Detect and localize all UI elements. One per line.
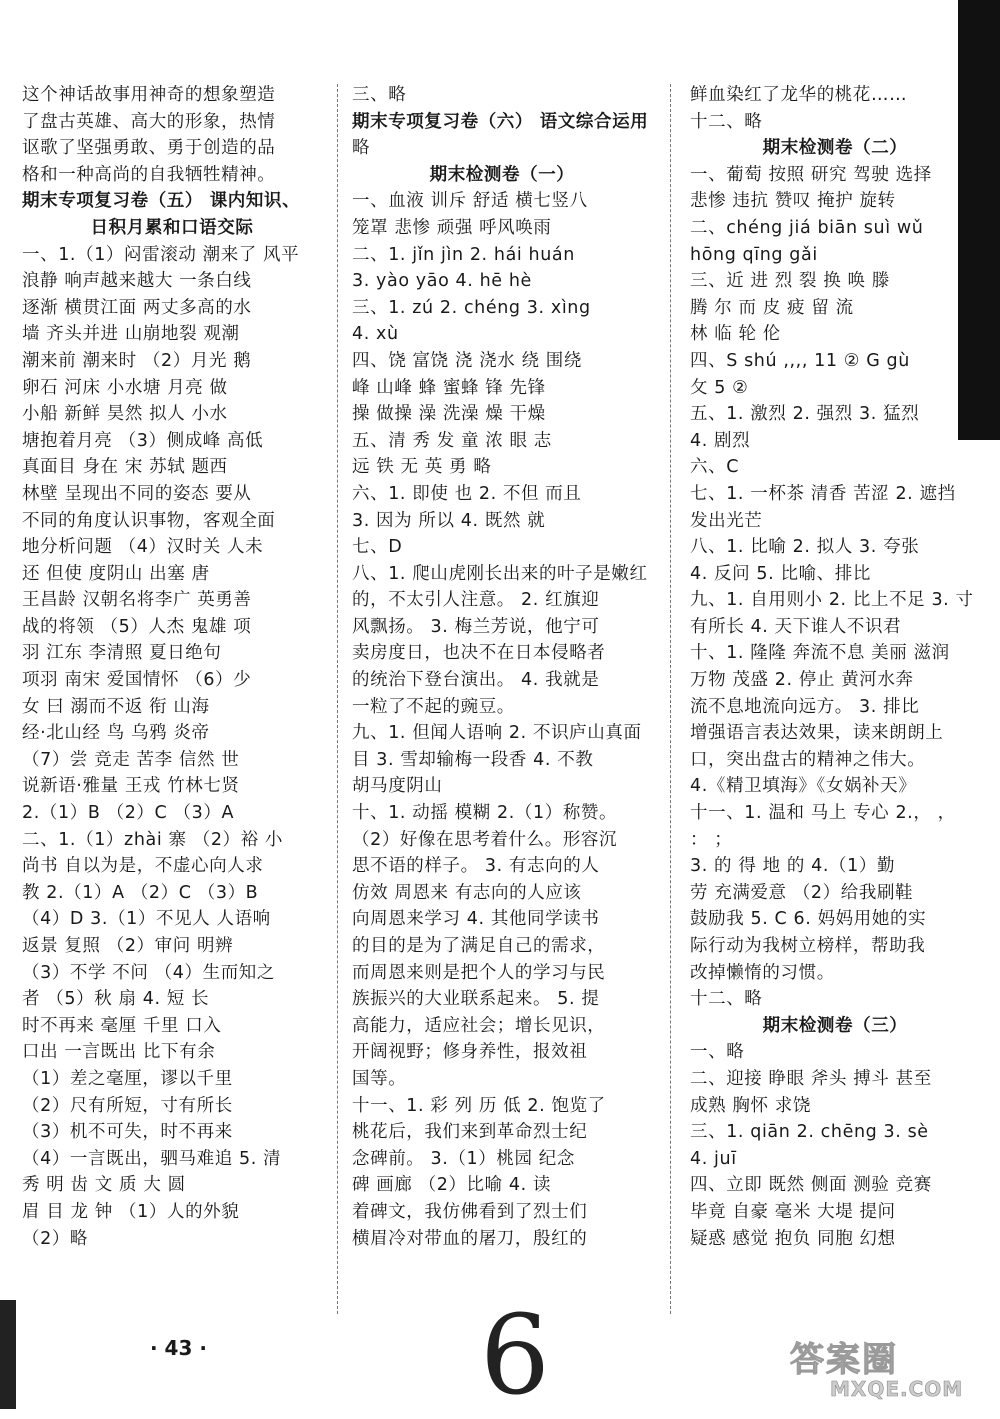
answer-line: 林 临 轮 伦 [690,324,781,345]
answer-line: 一、血液 训斥 舒适 横七竖八 [352,191,588,212]
answer-line: （2）尺有所短，寸有所长 [22,1095,233,1116]
answer-line: 鲜血染红了龙华的桃花…… [690,85,908,105]
answer-line: 一、葡萄 按照 研究 驾驶 选择 [690,164,932,185]
answer-line: 2.（1）B （2）C （3）A [22,803,235,824]
answer-line: 三、1. zú 2. chéng 3. xìng [352,297,591,318]
answer-line: （3）机不可失，时不再来 [22,1122,233,1143]
column-right [690,82,980,1252]
answer-line: 3. 的 得 地 的 4.（1）勤 [690,856,896,877]
answer-line: 地分析问题 （4）汉时关 人未 [22,537,264,558]
answer-line: 改掉懒惰的习惯。 [690,962,835,983]
answer-line: 十、1. 隆隆 奔流不息 美丽 滋润 [690,643,950,664]
answer-line: 三、略 [352,85,407,105]
answer-line: 六、C [690,457,740,478]
answer-line: 口出 一言既出 比下有余 [22,1042,216,1063]
answer-line: （2）好像在思考着什么。形容沉 [352,829,618,850]
answer-line: 增强语言表达效果，读来朗朗上 [690,723,944,744]
answer-line: 际行动为我树立榜样，帮助我 [690,936,926,956]
answer-line: 劳 充满爱意 （2）给我刷鞋 [690,882,914,903]
answer-line: 4. xù [352,324,399,345]
answer-line: 小船 新鲜 昊然 拟人 小水 [22,404,228,425]
answer-line: 4. juī [690,1148,737,1169]
answer-line: 六、1. 即使 也 2. 不但 而且 [352,483,582,504]
answer-line: 流不息地流向远方。 3. 排比 [690,696,920,717]
answer-line: 了盘古英雄、高大的形象，热情 [22,111,276,132]
answer-line: 思不语的样子。 3. 有志向的人 [352,856,600,877]
answer-line: 风飘扬。 3. 梅兰芳说，他宁可 [352,616,600,637]
answer-line: 王昌龄 汉朝名将李广 英勇善 [22,590,252,611]
answer-line: 的统治下登台演出。 4. 我就是 [352,670,600,691]
answer-line: 操 做操 澡 洗澡 燥 干燥 [352,404,546,425]
answer-line: 发出光芒 [690,510,763,531]
answer-line: 十一、1. 温和 马上 专心 2.， ， [690,803,956,824]
answer-line: （4）一言既出，驷马难追 5. 清 [22,1148,282,1169]
answer-line: 三、近 进 烈 裂 换 唤 滕 [690,271,890,292]
answer-line: 一、1.（1）闷雷滚动 潮来了 风平 [22,244,300,265]
answer-line: （3）不学 不问 （4）生而知之 [22,962,275,983]
answer-line: 林壁 呈现出不同的姿态 要从 [22,483,252,504]
answer-line: 塘抱着月亮 （3）侧成峰 高低 [22,430,264,451]
answer-line: 十一、1. 彩 列 历 低 2. 饱览了 [352,1095,606,1116]
answer-line: 说新语·雅量 王戎 竹林七贤 [22,776,240,797]
answer-line: 攵 5 ② [690,377,749,398]
answer-line: 胡马度阴山 [352,776,443,797]
answer-line: 潮来前 潮来时 （2）月光 鹅 [22,350,252,371]
answer-line: （4）D 3.（1）不见人 人语响 [22,909,271,930]
scan-shadow-left [0,1300,16,1409]
section-heading: 日积月累和口语交际 [90,217,254,238]
answer-line: 讴歌了坚强勇敢、勇于创造的品 [22,138,276,159]
page-number: · 43 · [150,1336,207,1360]
answer-line: 秀 明 齿 文 质 大 圆 [22,1175,186,1196]
answer-line: 四、立即 既然 侧面 测验 竞赛 [690,1175,932,1196]
answer-line: 二、迎接 睁眼 斧头 搏斗 甚至 [690,1068,932,1089]
answer-line: 一粒了不起的豌豆。 [352,696,515,717]
answer-line: 不同的角度认识事物，客观全面 [22,510,276,531]
answer-line: 九、1. 自用则小 2. 比上不足 3. 寸 [690,590,974,611]
answer-line: 一、略 [690,1042,745,1063]
answer-line: 八、1. 爬山虎刚长出来的叶子是嫩红 [352,563,648,584]
answer-line: 万物 茂盛 2. 停止 黄河水奔 [690,670,914,691]
answer-line: 族振兴的大业联系起来。 5. 提 [352,989,600,1010]
answer-line: 3. yào yāo 4. hē hè [352,271,532,292]
column-middle [352,82,652,1252]
answer-line: 教 2.（1）A （2）C （3）B [22,882,259,903]
column-divider [670,84,671,1314]
answer-line: 五、清 秀 发 童 浓 眼 志 [352,430,552,451]
answer-line: 七、D [352,537,403,558]
answer-line: 羽 江东 李清照 夏日绝句 [22,643,222,664]
answer-line: 二、chéng jiá biān suì wǔ [690,217,924,238]
answer-line: 3. 因为 所以 4. 既然 就 [352,510,546,531]
answer-line: （2）略 [22,1228,89,1249]
answer-line: 者 （5）秋 扇 4. 短 长 [22,989,210,1010]
answer-line: 4.《精卫填海》《女娲补天》 [690,776,917,797]
answer-line: 而周恩来则是把个人的学习与民 [352,962,606,983]
answer-line: 横眉冷对带血的屠刀，殷红的 [352,1228,588,1249]
answer-line: 战的将领 （5）人杰 鬼雄 项 [22,616,252,637]
answer-line: 十、1. 动摇 模糊 2.（1）称赞。 [352,803,618,824]
answer-line: 女 曰 溺而不返 衔 山海 [22,696,210,717]
answer-line: 三、1. qiān 2. chēng 3. sè [690,1122,929,1143]
answer-line: （1）差之毫厘，谬以千里 [22,1068,233,1089]
answer-line: 高能力，适应社会；增长见识， [352,1015,606,1036]
answer-line: 二、1.（1）zhài 寨 （2）裕 小 [22,829,284,850]
answer-line: 国等。 [352,1068,407,1089]
answer-line: 念碑前。 3.（1）桃园 纪念 [352,1148,575,1169]
answer-line: 返景 复照 （2）审问 明辨 [22,936,234,956]
answer-line: 碑 画廊 （2）比喻 4. 读 [352,1175,552,1196]
answer-line: 四、S shú ,,,, 11 ② G gù [690,350,910,371]
answer-line: （7）尝 竞走 苦李 信然 世 [22,749,240,770]
answer-line: 成熟 胸怀 求饶 [690,1095,811,1116]
section-heading: 期末专项复习卷（五） 课内知识、 [22,191,301,212]
answer-line: 开阔视野；修身养性，报效祖 [352,1042,588,1063]
answer-line: 的，不太引人注意。 2. 红旗迎 [352,590,600,611]
answer-line: 九、1. 但闻人语响 2. 不识庐山真面 [352,723,642,744]
answer-line: 项羽 南宋 爱国情怀 （6）少 [22,670,252,691]
answer-line: 悲惨 违抗 赞叹 掩护 旋转 [690,191,896,212]
answer-line: 十二、略 [690,989,763,1010]
answer-line: 五、1. 激烈 2. 强烈 3. 猛烈 [690,404,920,425]
answer-line: 经·北山经 鸟 乌鸦 炎帝 [22,723,210,744]
answer-line: 时不再来 毫厘 千里 口入 [22,1015,222,1036]
section-heading: 期末检测卷（二） [762,138,908,159]
answer-line: 尚书 自以为是，不虚心向人求 [22,856,264,877]
section-heading: 期末检测卷（三） [762,1015,908,1036]
column-divider [337,84,338,1314]
answer-line: 十二、略 [690,111,763,132]
answer-line: 有所长 4. 天下谁人不识君 [690,616,902,637]
answer-line: hōng qīng gǎi [690,244,818,265]
answer-line: 还 但使 度阴山 出塞 唐 [22,563,210,584]
answer-line: 向周恩来学习 4. 其他同学读书 [352,909,600,930]
answer-line: 眉 目 龙 钟 （1）人的外貌 [22,1201,240,1222]
answer-line: ： ； [690,829,733,850]
answer-line: 格和一种高尚的自我牺牲精神。 [22,164,276,185]
answer-line: 4. 反问 5. 比喻、排比 [690,563,871,584]
answer-line: 真面目 身在 宋 苏轼 题西 [22,457,228,478]
answer-line: 鼓励我 5. C 6. 妈妈用她的实 [690,909,927,930]
answer-line: 仿效 周恩来 有志向的人应该 [352,882,582,903]
answer-line: 4. 剧烈 [690,430,751,451]
watermark-text: 答案圈 [790,1340,898,1380]
section-heading: 期末专项复习卷（六） 语文综合运用 [352,111,649,132]
answer-line: 笼罩 悲惨 顽强 呼风唤雨 [352,217,552,238]
answer-line: 疑惑 感觉 抱负 同胞 幻想 [690,1228,896,1249]
answer-line: 着碑文，我仿佛看到了烈士们 [352,1201,588,1222]
watermark-logo [790,1332,990,1406]
answer-line: 这个神话故事用神奇的想象塑造 [22,85,276,105]
watermark-url: MXQE.COM [830,1377,964,1401]
answer-line: 略 [352,138,371,159]
answer-line: 卖房度日，也决不在日本侵略者 [352,643,606,664]
answer-line: 腾 尔 而 皮 疲 留 流 [690,297,854,318]
answer-line: 墙 齐头并进 山崩地裂 观潮 [22,324,240,345]
answer-line: 四、饶 富饶 浇 浇水 绕 围绕 [352,350,582,371]
section-heading: 期末检测卷（一） [429,164,575,185]
answer-line: 七、1. 一杯茶 清香 苦涩 2. 遮挡 [690,483,956,504]
answer-line: 远 铁 无 英 勇 略 [352,457,492,478]
answer-line: 毕竟 自豪 毫米 大堤 提问 [690,1201,896,1222]
answer-line: 峰 山峰 蜂 蜜蜂 锋 先锋 [352,377,546,398]
answer-line: 八、1. 比喻 2. 拟人 3. 夸张 [690,537,920,558]
column-left [22,82,322,1252]
answer-line: 浪静 响声越来越大 一条白线 [22,271,252,292]
answer-line: 的目的是为了满足自己的需求， [352,936,606,956]
answer-line: 桃花后，我们来到革命烈士纪 [352,1122,588,1143]
answer-line: 逐渐 横贯江面 两丈多高的水 [22,297,252,318]
answer-line: 二、1. jǐn jìn 2. hái huán [352,244,575,265]
handwritten-mark: 6 [480,1291,550,1419]
answer-line: 口，突出盘古的精神之伟大。 [690,749,926,770]
answer-line: 目 3. 雪却输梅一段香 4. 不教 [352,749,594,770]
answer-line: 卵石 河床 小水塘 月亮 做 [22,377,228,398]
